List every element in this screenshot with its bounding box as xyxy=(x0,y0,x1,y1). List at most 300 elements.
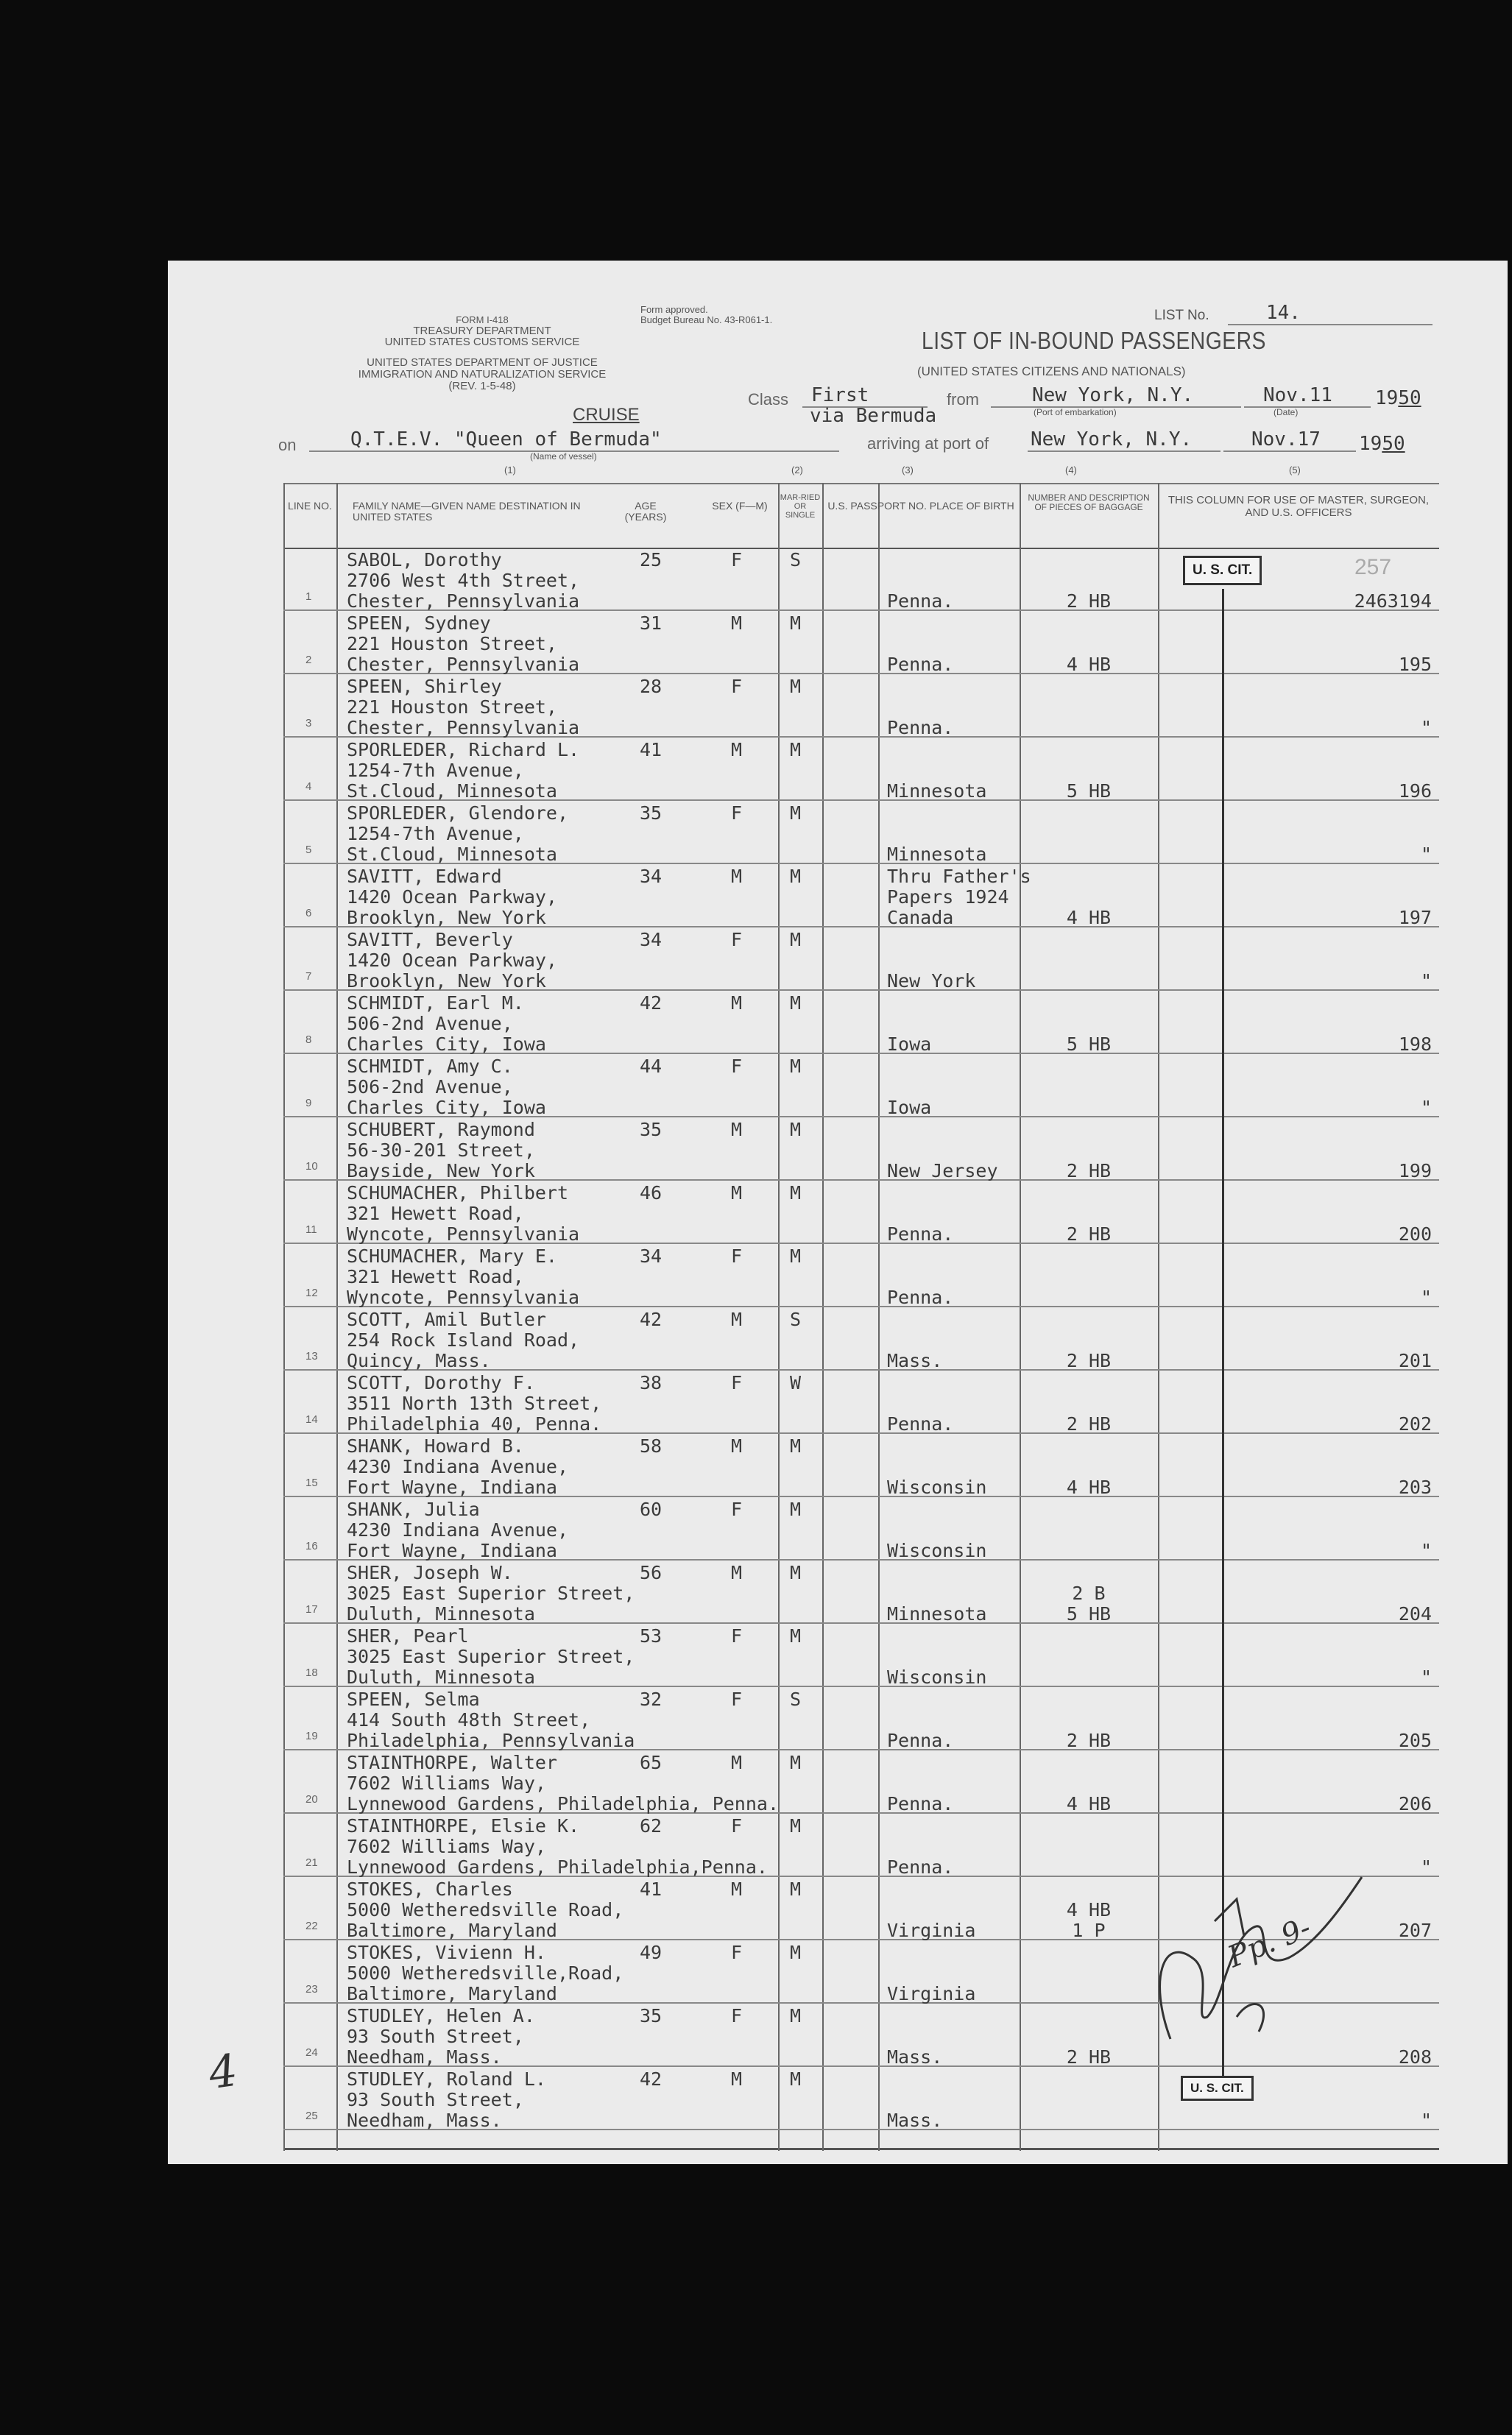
baggage: 5 HB xyxy=(1066,780,1112,802)
birth-note-2: Papers 1924 xyxy=(887,886,1009,908)
place-of-birth: Virginia xyxy=(887,1983,976,2004)
passenger-name: STAINTHORPE, Walter xyxy=(347,1752,557,1773)
officer-note: 197 xyxy=(1398,907,1432,928)
line-number: 24 xyxy=(305,2046,318,2059)
place-of-birth: Minnesota xyxy=(887,780,987,802)
place-of-birth: Wisconsin xyxy=(887,1667,987,1688)
arriving-year-value: 50 xyxy=(1382,433,1405,455)
passenger-name: SHANK, Julia xyxy=(347,1499,480,1520)
table-row xyxy=(283,738,1439,801)
officer-note: " xyxy=(1420,1856,1432,1878)
address-city: Lynnewood Gardens, Philadelphia,Penna. xyxy=(347,1856,768,1878)
passenger-name: STAINTHORPE, Elsie K. xyxy=(347,1815,580,1837)
sex-value: M xyxy=(731,1182,743,1204)
address-city: Bayside, New York xyxy=(347,1160,535,1181)
passenger-name: SCHUMACHER, Mary E. xyxy=(347,1245,557,1267)
officer-note: 203 xyxy=(1398,1477,1432,1498)
address-street: 4230 Indiana Avenue, xyxy=(347,1519,569,1541)
age-value: 35 xyxy=(640,2005,663,2026)
sex-value: F xyxy=(731,2005,743,2026)
marital-status: M xyxy=(790,1879,802,1900)
address-street: 221 Houston Street, xyxy=(347,696,557,718)
from-port: New York, N.Y. xyxy=(991,384,1241,408)
table-row xyxy=(283,1434,1439,1497)
col-header-baggage: NUMBER AND DESCRIPTION OF PIECES OF BAGGAGE xyxy=(1028,492,1150,513)
baggage-line-1: 2 B xyxy=(1072,1583,1106,1604)
officer-note: 200 xyxy=(1398,1223,1432,1245)
line-number: 20 xyxy=(305,1793,318,1806)
age-value: 35 xyxy=(640,1119,663,1140)
age-value: 62 xyxy=(640,1815,663,1837)
from-date: Nov.11 xyxy=(1244,384,1371,408)
on-label: on xyxy=(278,436,297,454)
from-year-prefix: 19 xyxy=(1375,387,1399,409)
officer-note: " xyxy=(1420,717,1432,738)
place-of-birth: Mass. xyxy=(887,2110,943,2131)
table-row xyxy=(283,1750,1439,1814)
address-city: Charles City, Iowa xyxy=(347,1097,546,1118)
officer-note: " xyxy=(1420,844,1432,865)
place-of-birth: Penna. xyxy=(887,1793,954,1814)
address-street: 1420 Ocean Parkway, xyxy=(347,950,557,971)
passenger-name: SCHUMACHER, Philbert xyxy=(347,1182,569,1204)
us-citizen-stamp-bottom: U. S. CIT. xyxy=(1181,2076,1254,2101)
vessel-caption: (Name of vessel) xyxy=(530,451,597,462)
place-of-birth: Penna. xyxy=(887,1856,954,1878)
via-value: via Bermuda xyxy=(810,405,937,427)
line-number: 2 xyxy=(305,654,312,666)
age-value: 41 xyxy=(640,1879,663,1900)
sex-value: F xyxy=(731,1625,743,1647)
signature-note: Pp. 9- xyxy=(1223,1910,1316,1975)
place-of-birth: Penna. xyxy=(887,654,954,675)
table-row xyxy=(283,1307,1439,1371)
place-of-birth: Iowa xyxy=(887,1033,932,1055)
baggage-line-1: 4 HB xyxy=(1066,1899,1112,1920)
age-value: 28 xyxy=(640,676,663,697)
from-label: from xyxy=(947,390,979,409)
address-city: Duluth, Minnesota xyxy=(347,1603,535,1625)
rev-label: (REV. 1-5-48) xyxy=(448,379,516,392)
passenger-name: SCHUBERT, Raymond xyxy=(347,1119,535,1140)
sex-value: F xyxy=(731,1245,743,1267)
age-value: 46 xyxy=(640,1182,663,1204)
address-street: 221 Houston Street, xyxy=(347,633,557,654)
table-bottom-rule xyxy=(283,2148,1439,2150)
line-number: 12 xyxy=(305,1287,318,1299)
age-value: 34 xyxy=(640,1245,663,1267)
sex-value: M xyxy=(731,739,743,760)
sex-value: M xyxy=(731,1309,743,1330)
passenger-name: SPORLEDER, Richard L. xyxy=(347,739,580,760)
passenger-name: SABOL, Dorothy xyxy=(347,549,502,570)
address-street: 1254-7th Avenue, xyxy=(347,760,524,781)
officer-note: " xyxy=(1420,1097,1432,1118)
age-value: 42 xyxy=(640,1309,663,1330)
sex-value: F xyxy=(731,1056,743,1077)
table-row xyxy=(283,1497,1439,1561)
age-value: 60 xyxy=(640,1499,663,1520)
age-value: 35 xyxy=(640,802,663,824)
place-of-birth: New York xyxy=(887,970,976,992)
age-value: 42 xyxy=(640,2068,663,2090)
marital-status: M xyxy=(790,992,802,1014)
officer-note: 201 xyxy=(1398,1350,1432,1371)
line-number: 6 xyxy=(305,907,312,919)
passenger-name: SCOTT, Amil Butler xyxy=(347,1309,546,1330)
marital-status: M xyxy=(790,612,802,634)
passenger-name: SPEEN, Sydney xyxy=(347,612,491,634)
address-city: Baltimore, Maryland xyxy=(347,1920,557,1941)
marital-status: M xyxy=(790,929,802,950)
line-number: 10 xyxy=(305,1160,318,1173)
arriving-year xyxy=(1359,433,1405,455)
sex-value: F xyxy=(731,1499,743,1520)
place-of-birth: Wisconsin xyxy=(887,1477,987,1498)
form-approval xyxy=(640,305,772,325)
address-city: Charles City, Iowa xyxy=(347,1033,546,1055)
baggage: 4 HB xyxy=(1066,654,1112,675)
place-of-birth: Penna. xyxy=(887,1730,954,1751)
table-row xyxy=(283,1054,1439,1117)
table-row xyxy=(283,2067,1439,2130)
place-of-birth: Penna. xyxy=(887,590,954,612)
line-number: 17 xyxy=(305,1603,318,1616)
line-number: 16 xyxy=(305,1540,318,1552)
sex-value: F xyxy=(731,929,743,950)
age-value: 42 xyxy=(640,992,663,1014)
sex-value: F xyxy=(731,1942,743,1963)
passenger-name: STUDLEY, Roland L. xyxy=(347,2068,546,2090)
line-number: 4 xyxy=(305,780,312,793)
baggage: 5 HB xyxy=(1066,1033,1112,1055)
address-street: 3025 East Superior Street, xyxy=(347,1583,635,1604)
address-city: Philadelphia 40, Penna. xyxy=(347,1413,602,1435)
passenger-name: SHER, Joseph W. xyxy=(347,1562,513,1583)
pencil-number: 257 xyxy=(1354,555,1392,579)
officer-note: 208 xyxy=(1398,2046,1432,2068)
age-value: 53 xyxy=(640,1625,663,1647)
address-city: Chester, Pennsylvania xyxy=(347,654,580,675)
baggage: 4 HB xyxy=(1066,1793,1112,1814)
line-number: 25 xyxy=(305,2110,318,2122)
place-of-birth: Penna. xyxy=(887,1413,954,1435)
table-row xyxy=(283,548,1439,611)
col-header-line: LINE NO. xyxy=(288,500,332,512)
marital-status: M xyxy=(790,866,802,887)
sex-value: F xyxy=(731,802,743,824)
address-street: 56-30-201 Street, xyxy=(347,1139,535,1161)
address-city: St.Cloud, Minnesota xyxy=(347,844,557,865)
page-subtitle: (UNITED STATES CITIZENS AND NATIONALS) xyxy=(917,364,1186,378)
address-city: Fort Wayne, Indiana xyxy=(347,1477,557,1498)
passenger-name: SCOTT, Dorothy F. xyxy=(347,1372,535,1393)
address-street: 506-2nd Avenue, xyxy=(347,1013,513,1034)
form-number: FORM I-418 xyxy=(456,314,509,325)
place-of-birth: Penna. xyxy=(887,717,954,738)
sex-value: F xyxy=(731,1372,743,1393)
baggage: 5 HB xyxy=(1066,1603,1112,1625)
marital-status: M xyxy=(790,1056,802,1077)
baggage: 2 HB xyxy=(1066,1413,1112,1435)
baggage: 2 HB xyxy=(1066,1223,1112,1245)
marital-status: S xyxy=(790,1309,802,1330)
officer-note: 195 xyxy=(1398,654,1432,675)
sex-value: F xyxy=(731,676,743,697)
officer-note: " xyxy=(1420,2110,1432,2131)
address-street: 506-2nd Avenue, xyxy=(347,1076,513,1098)
officer-note: 198 xyxy=(1398,1033,1432,1055)
marital-status: M xyxy=(790,1752,802,1773)
age-value: 58 xyxy=(640,1435,663,1457)
line-number: 3 xyxy=(305,717,312,729)
address-street: 3511 North 13th Street, xyxy=(347,1393,602,1414)
officer-note: " xyxy=(1420,1287,1432,1308)
list-number-value: 14. xyxy=(1228,302,1432,325)
line-number: 18 xyxy=(305,1667,318,1679)
line-number: 19 xyxy=(305,1730,318,1742)
marital-status: W xyxy=(790,1372,802,1393)
marital-status: M xyxy=(790,1815,802,1837)
budget-label: Budget Bureau No. 43-R061-1. xyxy=(640,314,773,325)
cruise-label: CRUISE xyxy=(573,405,640,425)
place-of-birth: Minnesota xyxy=(887,1603,987,1625)
address-street: 93 South Street, xyxy=(347,2089,524,2110)
place-of-birth: New Jersey xyxy=(887,1160,998,1181)
baggage: 1 P xyxy=(1072,1920,1106,1941)
address-street: 254 Rock Island Road, xyxy=(347,1329,580,1351)
place-of-birth: Mass. xyxy=(887,1350,943,1371)
address-city: Brooklyn, New York xyxy=(347,970,546,992)
passenger-name: SPORLEDER, Glendore, xyxy=(347,802,569,824)
age-value: 34 xyxy=(640,866,663,887)
sex-value: F xyxy=(731,549,743,570)
us-citizen-stamp-top: U. S. CIT. xyxy=(1183,556,1262,585)
arriving-label: arriving at port of xyxy=(867,434,989,453)
sex-value: M xyxy=(731,1752,743,1773)
sex-value: M xyxy=(731,866,743,887)
table-top-rule xyxy=(283,483,1439,484)
table-row xyxy=(283,674,1439,738)
arriving-year-prefix: 19 xyxy=(1359,433,1382,455)
address-street: 93 South Street, xyxy=(347,2026,524,2047)
list-number-label: LIST No. xyxy=(1154,308,1209,323)
col-number-2: (2) xyxy=(791,464,803,476)
address-city: Duluth, Minnesota xyxy=(347,1667,535,1688)
age-value: 41 xyxy=(640,739,663,760)
col-number-1: (1) xyxy=(504,464,516,476)
officer-note: 196 xyxy=(1398,780,1432,802)
officer-note: 202 xyxy=(1398,1413,1432,1435)
officer-note: 199 xyxy=(1398,1160,1432,1181)
table-row xyxy=(283,1181,1439,1244)
marital-status: S xyxy=(790,1689,802,1710)
baggage: 2 HB xyxy=(1066,1730,1112,1751)
arriving-port: New York, N.Y. xyxy=(1028,428,1220,452)
treasury-label: TREASURY DEPARTMENT xyxy=(413,324,551,337)
marital-status: M xyxy=(790,676,802,697)
age-value: 25 xyxy=(640,549,663,570)
marital-status: M xyxy=(790,2068,802,2090)
officer-note: 205 xyxy=(1398,1730,1432,1751)
address-street: 1420 Ocean Parkway, xyxy=(347,886,557,908)
embarkation-caption: (Port of embarkation) xyxy=(1034,407,1117,417)
address-city: Philadelphia, Pennsylvania xyxy=(347,1730,635,1751)
vessel-name: Q.T.E.V. "Queen of Bermuda" xyxy=(309,428,839,452)
line-number: 15 xyxy=(305,1477,318,1489)
passenger-name: SAVITT, Edward xyxy=(347,866,502,887)
ins-label: IMMIGRATION AND NATURALIZATION SERVICE xyxy=(358,367,607,381)
sex-value: M xyxy=(731,2068,743,2090)
form-authority xyxy=(335,315,629,392)
address-city: Fort Wayne, Indiana xyxy=(347,1540,557,1561)
address-city: Chester, Pennsylvania xyxy=(347,590,580,612)
passenger-name: SCHMIDT, Amy C. xyxy=(347,1056,513,1077)
officer-note: 204 xyxy=(1398,1603,1432,1625)
place-of-birth: Wisconsin xyxy=(887,1540,987,1561)
baggage: 2 HB xyxy=(1066,1160,1112,1181)
address-street: 414 South 48th Street, xyxy=(347,1709,591,1731)
col-header-name: FAMILY NAME—GIVEN NAME DESTINATION IN UNITED STATES xyxy=(353,500,581,523)
justice-label: UNITED STATES DEPARTMENT OF JUSTICE xyxy=(367,356,598,370)
address-city: Wyncote, Pennsylvania xyxy=(347,1287,580,1308)
marital-status: M xyxy=(790,1499,802,1520)
officer-note: 2463194 xyxy=(1354,590,1432,612)
table-row xyxy=(283,801,1439,864)
col-header-passport: U.S. PASSPORT NO. PLACE OF BIRTH xyxy=(827,500,1014,512)
table-row xyxy=(283,864,1439,927)
sex-value: M xyxy=(731,612,743,634)
col-number-3: (3) xyxy=(902,464,914,476)
age-value: 65 xyxy=(640,1752,663,1773)
marital-status: M xyxy=(790,1119,802,1140)
address-street: 321 Hewett Road, xyxy=(347,1266,524,1287)
age-value: 31 xyxy=(640,612,663,634)
line-number: 7 xyxy=(305,970,312,983)
margin-note: 4 xyxy=(205,2044,241,2100)
address-street: 7602 Williams Way, xyxy=(347,1836,546,1857)
from-year xyxy=(1375,387,1421,409)
place-of-birth: Penna. xyxy=(887,1287,954,1308)
address-street: 7602 Williams Way, xyxy=(347,1773,546,1794)
address-city: Wyncote, Pennsylvania xyxy=(347,1223,580,1245)
table-row xyxy=(283,611,1439,674)
table-row xyxy=(283,1624,1439,1687)
marital-status: M xyxy=(790,1435,802,1457)
date-caption: (Date) xyxy=(1273,407,1299,417)
class-value: First xyxy=(802,384,928,408)
address-street: 2706 West 4th Street, xyxy=(347,570,580,591)
officer-note: 206 xyxy=(1398,1793,1432,1814)
class-label: Class xyxy=(748,390,789,409)
age-value: 38 xyxy=(640,1372,663,1393)
officer-note: " xyxy=(1420,970,1432,992)
marital-status: M xyxy=(790,739,802,760)
address-city: St.Cloud, Minnesota xyxy=(347,780,557,802)
marital-status: S xyxy=(790,549,802,570)
page-title: LIST OF IN-BOUND PASSENGERS xyxy=(922,327,1266,354)
age-value: 44 xyxy=(640,1056,663,1077)
col-header-sex: SEX (F—M) xyxy=(712,500,768,512)
birth-note-1: Thru Father's xyxy=(887,866,1031,887)
address-street: 5000 Wetheredsville,Road, xyxy=(347,1962,624,1984)
marital-status: M xyxy=(790,802,802,824)
address-city: Needham, Mass. xyxy=(347,2110,502,2131)
passenger-name: SHANK, Howard B. xyxy=(347,1435,524,1457)
table-row xyxy=(283,1117,1439,1181)
passenger-name: SPEEN, Shirley xyxy=(347,676,502,697)
sex-value: M xyxy=(731,1562,743,1583)
arriving-date: Nov.17 xyxy=(1223,428,1356,452)
address-street: 4230 Indiana Avenue, xyxy=(347,1456,569,1477)
marital-status: M xyxy=(790,1182,802,1204)
line-number: 11 xyxy=(305,1223,317,1236)
line-number: 8 xyxy=(305,1033,312,1046)
line-number: 9 xyxy=(305,1097,312,1109)
table-row xyxy=(283,991,1439,1054)
age-value: 34 xyxy=(640,929,663,950)
address-city: Quincy, Mass. xyxy=(347,1350,491,1371)
sex-value: F xyxy=(731,1689,743,1710)
passenger-name: STUDLEY, Helen A. xyxy=(347,2005,535,2026)
passenger-name: STOKES, Charles xyxy=(347,1879,513,1900)
passenger-name: STOKES, Vivienn H. xyxy=(347,1942,546,1963)
table-row xyxy=(283,1687,1439,1750)
baggage: 4 HB xyxy=(1066,907,1112,928)
address-city: Chester, Pennsylvania xyxy=(347,717,580,738)
place-of-birth: Mass. xyxy=(887,2046,943,2068)
baggage: 2 HB xyxy=(1066,1350,1112,1371)
marital-status: M xyxy=(790,1562,802,1583)
address-city: Lynnewood Gardens, Philadelphia, Penna. xyxy=(347,1793,779,1814)
sex-value: M xyxy=(731,1119,743,1140)
table-row xyxy=(283,1561,1439,1624)
age-value: 49 xyxy=(640,1942,663,1963)
address-street: 1254-7th Avenue, xyxy=(347,823,524,844)
line-number: 5 xyxy=(305,844,312,856)
address-street: 3025 East Superior Street, xyxy=(347,1646,635,1667)
sex-value: M xyxy=(731,1435,743,1457)
officer-note: " xyxy=(1420,1540,1432,1561)
line-number: 13 xyxy=(305,1350,318,1363)
table-row xyxy=(283,927,1439,991)
place-of-birth: Penna. xyxy=(887,1223,954,1245)
col-header-officers: THIS COLUMN FOR USE OF MASTER, SURGEON, AND U.S. OFFICERS xyxy=(1167,494,1430,519)
marital-status: M xyxy=(790,1942,802,1963)
passenger-name: SAVITT, Beverly xyxy=(347,929,513,950)
address-city: Brooklyn, New York xyxy=(347,907,546,928)
sex-value: M xyxy=(731,1879,743,1900)
place-of-birth: Canada xyxy=(887,907,954,928)
sex-value: M xyxy=(731,992,743,1014)
line-number: 23 xyxy=(305,1983,318,1996)
place-of-birth: Minnesota xyxy=(887,844,987,865)
passenger-name: SPEEN, Selma xyxy=(347,1689,480,1710)
sex-value: F xyxy=(731,1815,743,1837)
place-of-birth: Iowa xyxy=(887,1097,932,1118)
baggage: 2 HB xyxy=(1066,590,1112,612)
marital-status: M xyxy=(790,1245,802,1267)
from-year-value: 50 xyxy=(1398,387,1421,409)
baggage: 4 HB xyxy=(1066,1477,1112,1498)
line-number: 22 xyxy=(305,1920,318,1932)
line-number: 1 xyxy=(305,590,312,603)
line-number: 21 xyxy=(305,1856,318,1869)
col-number-5: (5) xyxy=(1289,464,1301,476)
col-header-age: AGE (YEARS) xyxy=(624,500,667,523)
officer-note: 207 xyxy=(1398,1920,1432,1941)
col-number-4: (4) xyxy=(1065,464,1077,476)
